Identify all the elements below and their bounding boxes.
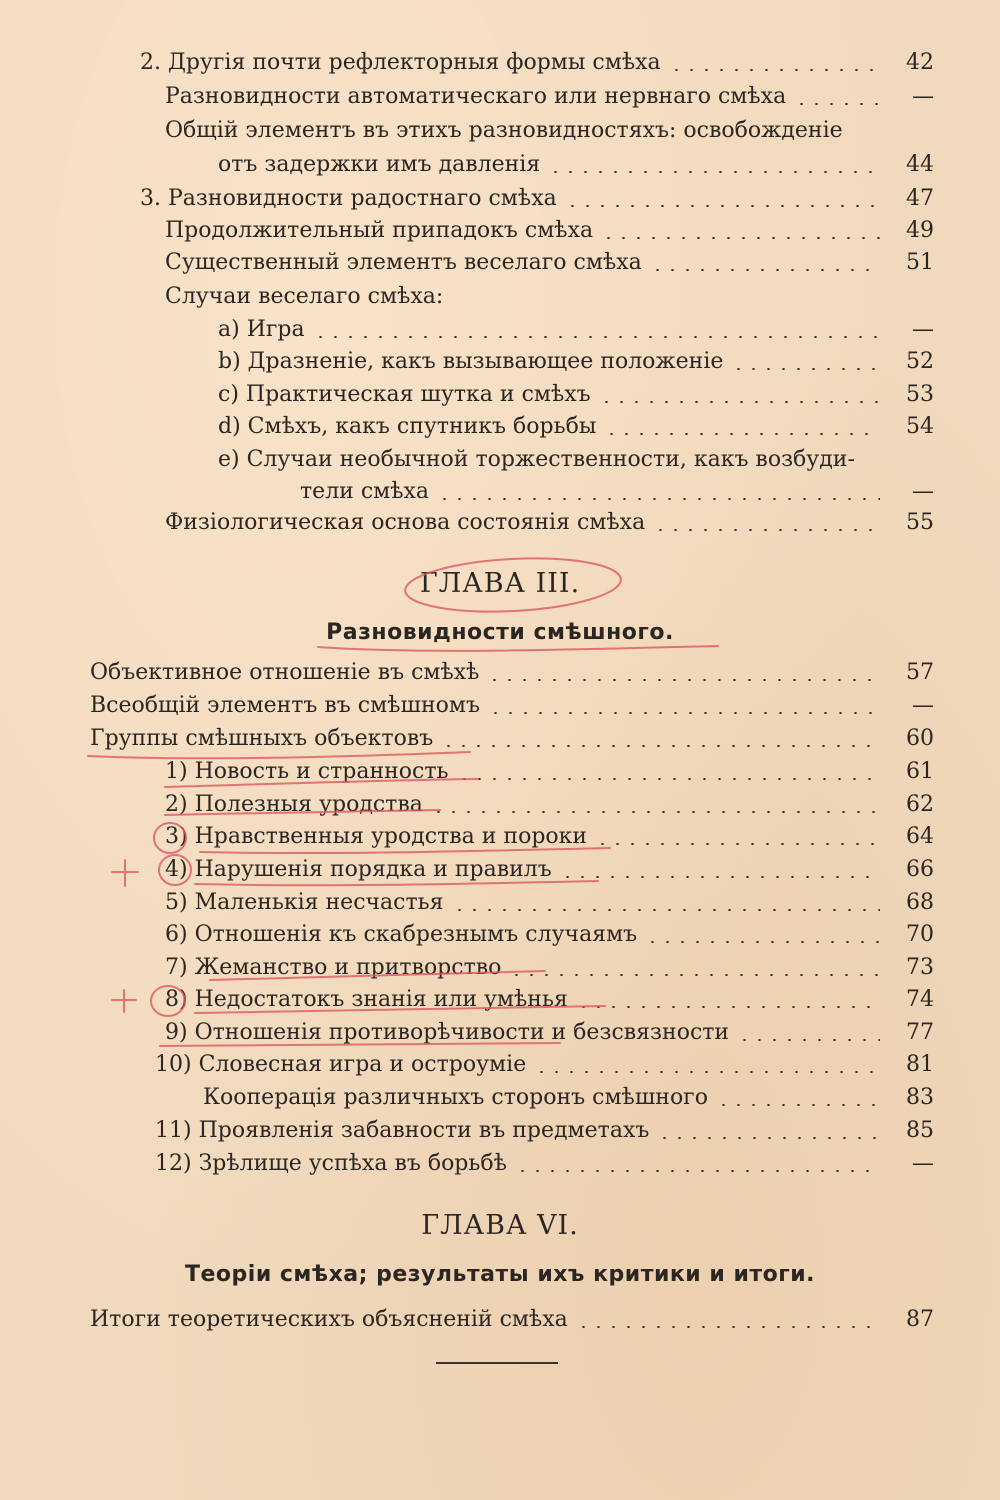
toc-entry [165, 755, 934, 789]
toc-entry-page: — [912, 84, 934, 109]
toc-entry-label: a) Игра [218, 317, 305, 342]
toc-entry-page: 74 [906, 987, 934, 1012]
toc-entry [90, 1303, 934, 1337]
leader-dots [457, 778, 881, 780]
toc-entry-label: тели смѣха [300, 479, 430, 504]
toc-entry-label: 8) Недостатокъ знанія или умѣнья [165, 987, 568, 1012]
toc-entry [218, 345, 934, 379]
subtitle-underline-mark [318, 646, 718, 651]
leader-dots [650, 269, 880, 271]
toc-entry [218, 443, 934, 477]
toc-entry-label: Существенный элементъ веселаго смѣха [165, 250, 642, 275]
toc-entry-page: 83 [906, 1085, 934, 1110]
toc-entry [300, 475, 934, 509]
toc-entry-page: — [912, 693, 934, 718]
leader-dots [657, 1137, 880, 1139]
leader-dots [669, 69, 880, 71]
toc-entry-page: 68 [906, 890, 934, 915]
toc-entry-label: 2) Полезныя уродства [165, 792, 423, 817]
toc-entry-page: 53 [906, 382, 934, 407]
toc-entry-label: 6) Отношенія къ скабрезнымъ случаямъ [165, 922, 638, 947]
leader-dots [437, 498, 880, 500]
toc-entry [90, 689, 934, 723]
toc-entry-label: 11) Проявленія забавности въ предметахъ [155, 1118, 650, 1143]
chapter-3-title: ГЛАВА III. [419, 568, 581, 599]
toc-entry [155, 1048, 934, 1082]
toc-entry-label: Всеобщій элементъ въ смѣшномъ [90, 693, 480, 718]
leader-dots [737, 1039, 880, 1041]
leader-dots [509, 974, 880, 976]
toc-entry [165, 506, 934, 540]
toc-entry-label: Физіологическая основа состоянія смѣха [165, 510, 646, 535]
toc-entry [165, 918, 934, 952]
leader-dots [560, 876, 880, 878]
cross-mark [112, 860, 138, 886]
toc-entry-label: Случаи веселаго смѣха: [165, 284, 444, 309]
toc-entry-label: Группы смѣшныхъ объектовъ [90, 726, 434, 751]
leader-dots [716, 1104, 880, 1106]
toc-entry-label: c) Практическая шутка и смѣхъ [218, 382, 591, 407]
leader-dots [565, 205, 880, 207]
toc-entry-label: Разновидности автоматическаго или нервнаго смѣха [165, 84, 787, 109]
toc-entry-label: отъ задержки имъ давленія [218, 152, 541, 177]
toc-entry [155, 1147, 934, 1181]
toc-entry-label: 3) Нравственныя уродства и пороки [165, 824, 588, 849]
leader-dots [441, 745, 880, 747]
toc-entry [165, 246, 934, 280]
cross-mark [112, 990, 136, 1012]
leader-dots [601, 237, 880, 239]
toc-entry-label: b) Дразненіе, какъ вызывающее положеніе [218, 349, 724, 374]
toc-entry-page: 66 [906, 857, 934, 882]
toc-entry [165, 853, 934, 887]
leader-dots [313, 336, 880, 338]
toc-entry-label: Продолжительный припадокъ смѣха [165, 218, 594, 243]
leader-dots [576, 1006, 880, 1008]
toc-entry-page: 87 [906, 1307, 934, 1332]
toc-entry-page: 73 [906, 955, 934, 980]
toc-entry-label: 5) Маленькія несчастья [165, 890, 444, 915]
leader-dots [599, 401, 880, 403]
leader-dots [653, 529, 880, 531]
toc-entry [90, 656, 934, 690]
toc-entry-page: 85 [906, 1118, 934, 1143]
leader-dots [731, 368, 880, 370]
toc-entry-page: 54 [906, 414, 934, 439]
leader-dots [534, 1071, 880, 1073]
chapter-6-subtitle: Теоріи смѣха; результаты ихъ критики и итоги. [184, 1262, 815, 1287]
toc-entry-label: 7) Жеманство и притворство [165, 955, 502, 980]
toc-entry [155, 1114, 934, 1148]
toc-entry-label: 2. Другія почти рефлекторныя формы смѣха [140, 50, 661, 75]
toc-entry-page: 62 [906, 792, 934, 817]
leader-dots [604, 433, 880, 435]
toc-entry [165, 1016, 934, 1050]
toc-entry-label: d) Смѣхъ, какъ спутникъ борьбы [218, 414, 597, 439]
chapter-6-title: ГЛАВА VI. [421, 1210, 579, 1241]
leader-dots [431, 811, 880, 813]
leader-dots [794, 103, 880, 105]
toc-entry-label: Кооперація различныхъ сторонъ смѣшного [203, 1085, 708, 1110]
toc-entry-page: 60 [906, 726, 934, 751]
toc-entry-page: — [912, 317, 934, 342]
toc-entry-page: 81 [906, 1052, 934, 1077]
toc-entry-label: 10) Словесная игра и остроуміе [155, 1052, 527, 1077]
leader-dots [595, 843, 880, 845]
leader-dots [488, 712, 880, 714]
chapter-3-subtitle: Разновидности смѣшного. [326, 620, 674, 645]
toc-entry-page: 64 [906, 824, 934, 849]
toc-entry [140, 182, 934, 216]
toc-entry-label: Итоги теоретическихъ объясненій смѣха [90, 1307, 568, 1332]
toc-entry [165, 886, 934, 920]
toc-entry-page: 61 [906, 759, 934, 784]
toc-entry [165, 788, 934, 822]
toc-entry [165, 80, 934, 114]
toc-entry-label: Общій элементъ въ этихъ разновидностяхъ: освобожденіе [165, 118, 843, 143]
end-divider [436, 1362, 558, 1364]
toc-entry [165, 280, 934, 314]
toc-entry [165, 951, 934, 985]
toc-entry [203, 1081, 934, 1115]
toc-entry-page: 52 [906, 349, 934, 374]
leader-dots [548, 171, 880, 173]
toc-entry-page: 77 [906, 1020, 934, 1045]
leader-dots [515, 1170, 880, 1172]
toc-entry-page: — [912, 479, 934, 504]
toc-entry [165, 820, 934, 854]
toc-entry-page: 49 [906, 218, 934, 243]
toc-entry-label: 3. Разновидности радостнаго смѣха [140, 186, 557, 211]
leader-dots [576, 1326, 880, 1328]
toc-entry-label: 1) Новость и странность [165, 759, 449, 784]
leader-dots [452, 909, 880, 911]
toc-entry [165, 983, 934, 1017]
toc-entry-page: — [912, 1151, 934, 1176]
toc-entry-label: 4) Нарушенія порядка и правилъ [165, 857, 552, 882]
toc-entry [218, 378, 934, 412]
toc-entry [165, 214, 934, 248]
toc-entry-label: Объективное отношеніе въ смѣхѣ [90, 660, 480, 685]
toc-entry-page: 70 [906, 922, 934, 947]
toc-entry [218, 313, 934, 347]
toc-entry [90, 722, 934, 756]
toc-entry-page: 44 [906, 152, 934, 177]
toc-entry-label: e) Случаи необычной торжественности, какъ возбуди- [218, 447, 855, 472]
toc-entry-page: 42 [906, 50, 934, 75]
leader-dots [645, 941, 880, 943]
toc-entry-label: 12) Зрѣлище успѣха въ борьбѣ [155, 1151, 507, 1176]
toc-entry-page: 57 [906, 660, 934, 685]
toc-entry-page: 55 [906, 510, 934, 535]
leader-dots [487, 679, 880, 681]
toc-entry-page: 47 [906, 186, 934, 211]
toc-entry [218, 148, 934, 182]
toc-entry-page: 51 [906, 250, 934, 275]
toc-entry [165, 114, 934, 148]
toc-entry-label: 9) Отношенія противорѣчивости и безсвязности [165, 1020, 730, 1045]
toc-entry [218, 410, 934, 444]
toc-entry [140, 46, 934, 80]
